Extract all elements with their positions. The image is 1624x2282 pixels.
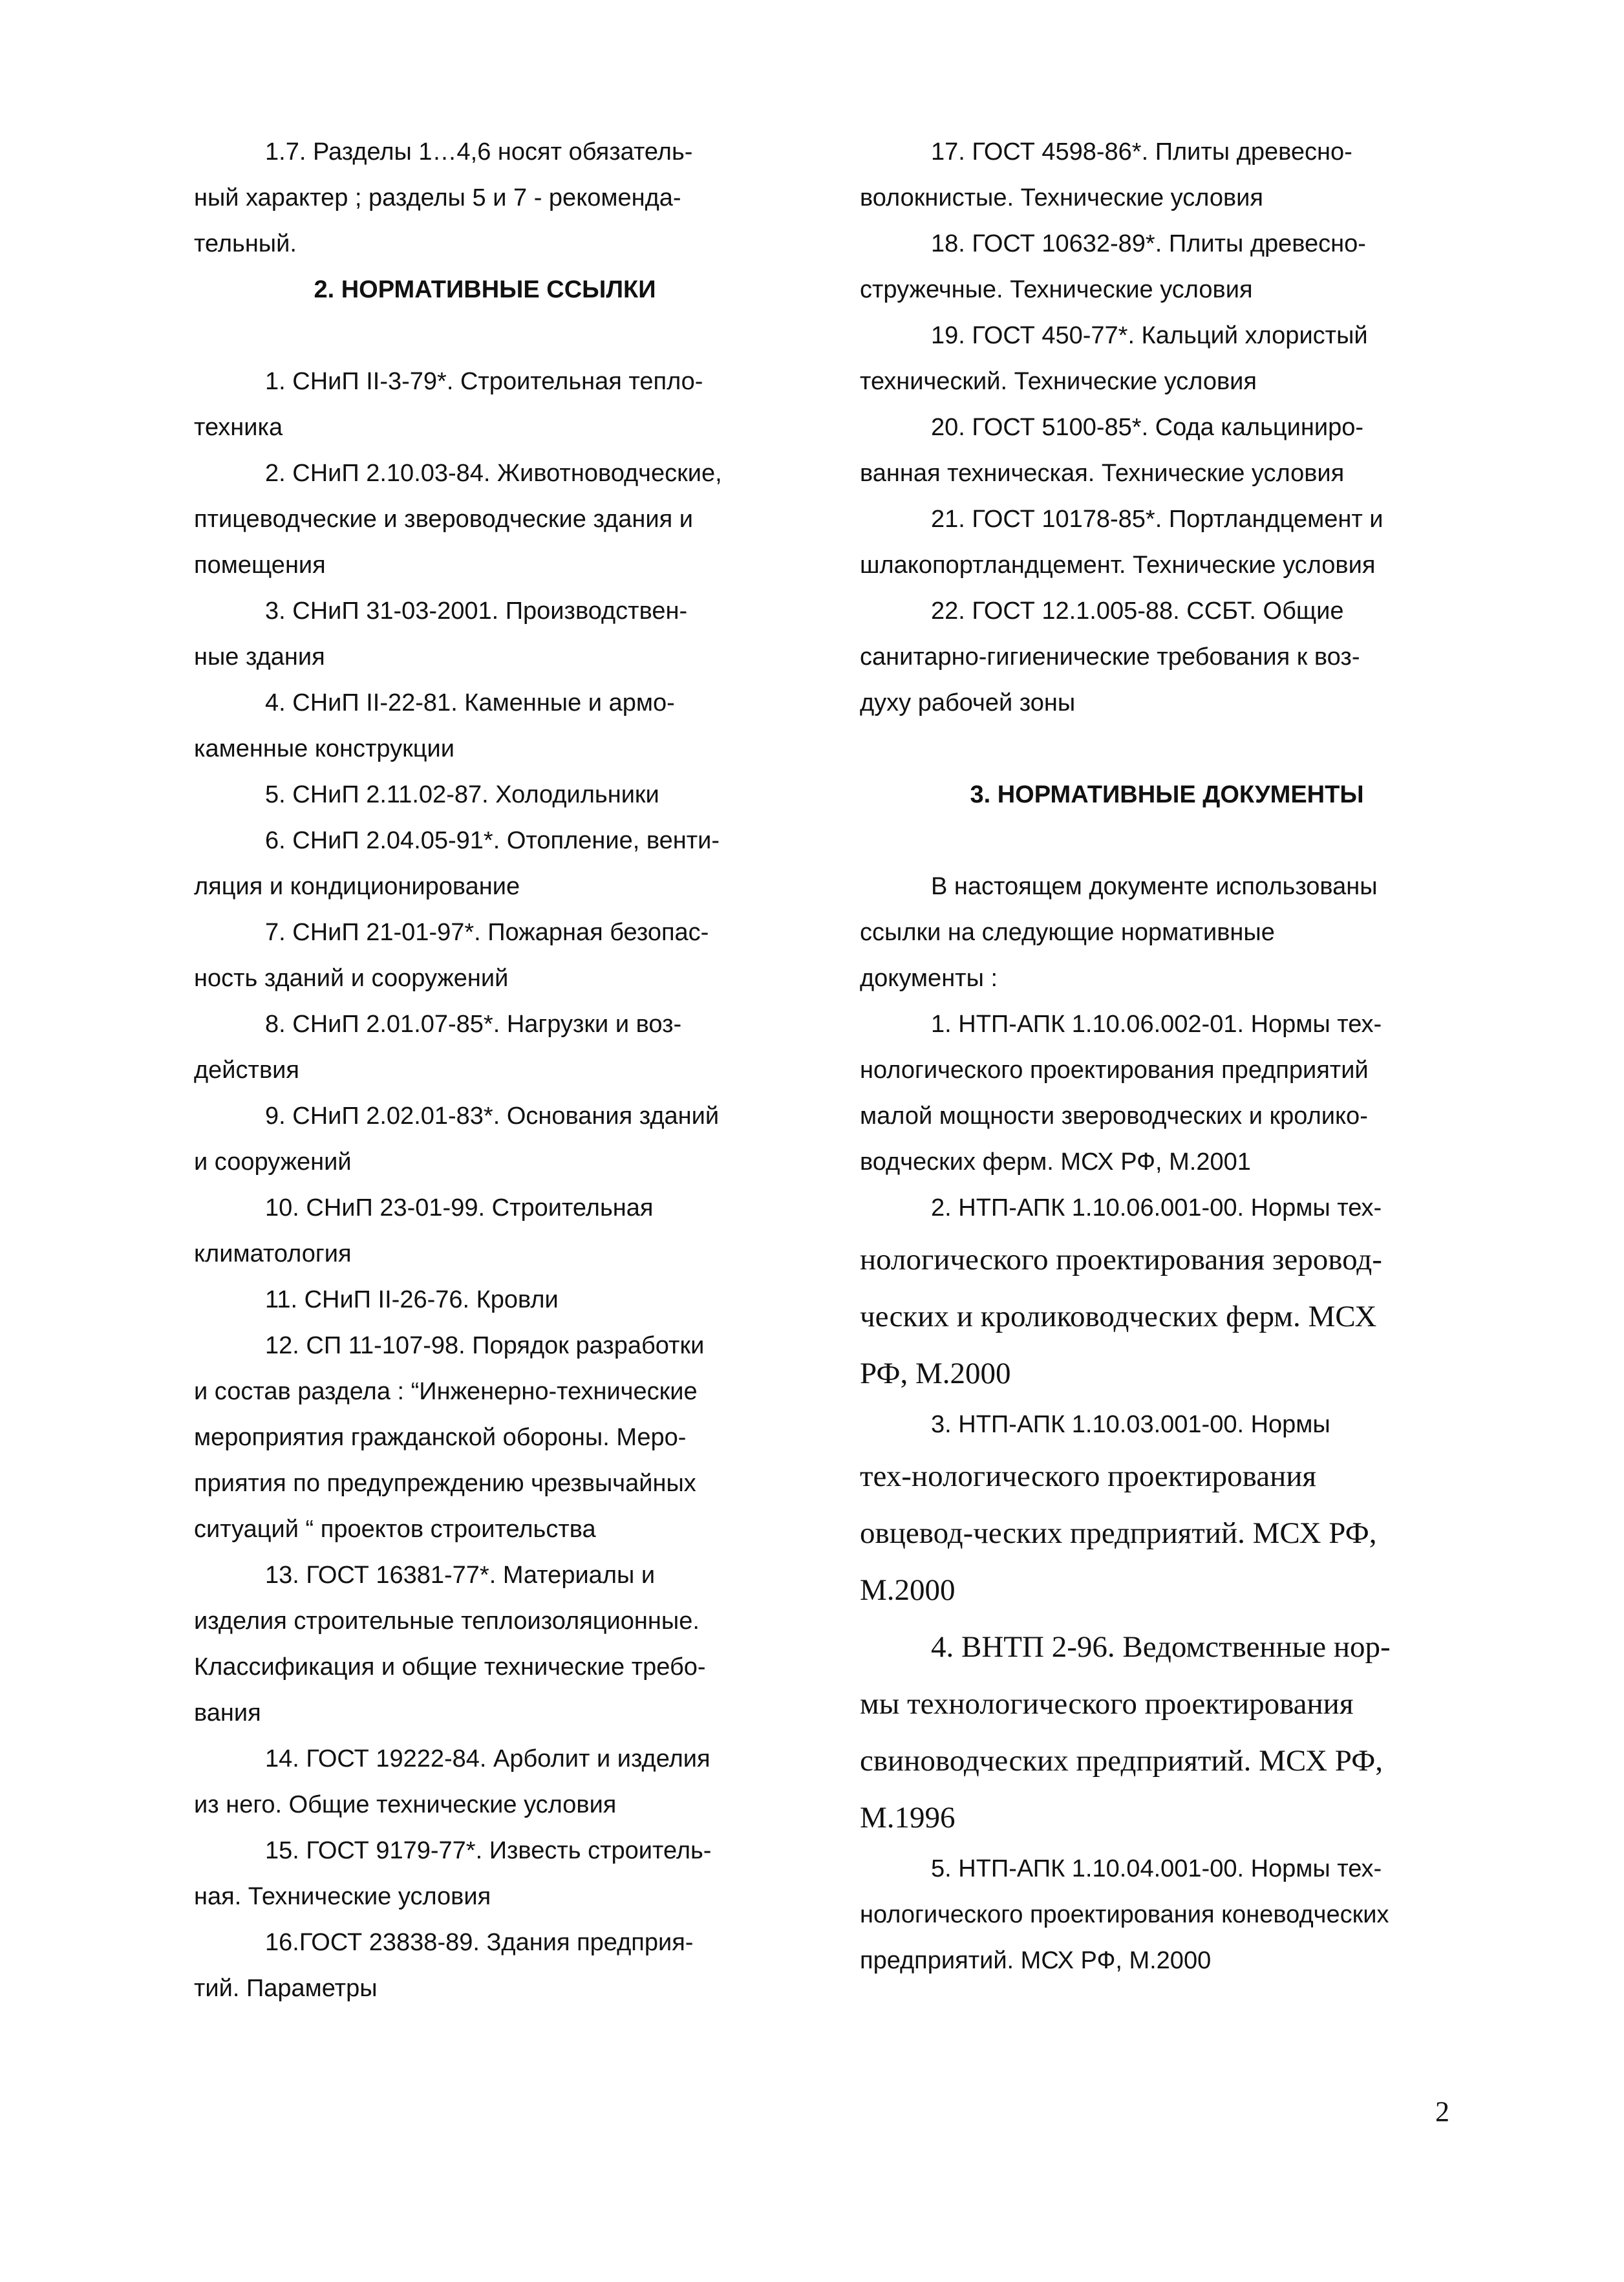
text-line: нологического проектирования коневодческих [860, 1901, 1389, 1928]
text-line: 22. ГОСТ 12.1.005-88. ССБТ. Общие [931, 597, 1344, 625]
text-line: 10. СНиП 23-01-99. Строительная [265, 1194, 654, 1222]
text-line: ситуаций “ проектов строительства [194, 1516, 596, 1543]
text-line: М.2000 [860, 1573, 956, 1607]
document-item [860, 1002, 1474, 1185]
text-line: 5. НТП-АПК 1.10.04.001-00. Нормы тех- [931, 1855, 1382, 1882]
text-line: тий. Параметры [194, 1975, 378, 2002]
text-line: 4. ВНТП 2-96. Ведомственные нор- [931, 1630, 1391, 1664]
documents-intro [860, 864, 1474, 1002]
text-line: ная. Технические условия [194, 1883, 491, 1910]
text-line: каменные конструкции [194, 735, 454, 762]
text-line: нологического проектирования предприятий [860, 1057, 1369, 1084]
document-item [860, 1402, 1474, 1448]
document-item [860, 1846, 1474, 1984]
left-column [194, 129, 776, 2012]
text-line: свиноводческих предприятий. МСХ РФ, [860, 1744, 1383, 1778]
text-line: 20. ГОСТ 5100-85*. Сода кальциниро- [931, 414, 1363, 441]
reference-item [860, 221, 1474, 313]
reference-item [194, 1277, 776, 1323]
text-line: 3. НТП-АПК 1.10.03.001-00. Нормы [931, 1411, 1330, 1438]
text-line: 1.7. Разделы 1…4,6 носят обязатель- [265, 138, 693, 166]
text-line: духу рабочей зоны [860, 689, 1076, 716]
text-line: 5. СНиП 2.11.02-87. Холодильники [265, 781, 659, 808]
text-line: мероприятия гражданской обороны. Меро- [194, 1424, 687, 1451]
reference-item [194, 588, 776, 680]
reference-item [194, 451, 776, 588]
text-line: птицеводческие и звероводческие здания и [194, 506, 693, 533]
text-line: и сооружений [194, 1148, 352, 1176]
text-line: санитарно-гигиенические требования к воз- [860, 643, 1360, 671]
text-line: тельный. [194, 230, 297, 257]
text-line: 15. ГОСТ 9179-77*. Известь строитель- [265, 1837, 712, 1864]
reference-item [860, 129, 1474, 221]
spacer [860, 726, 1474, 772]
text-line: климатология [194, 1240, 352, 1267]
text-line: предприятий. МСХ РФ, М.2000 [860, 1947, 1212, 1974]
text-line: 8. СНиП 2.01.07-85*. Нагрузки и воз- [265, 1011, 682, 1038]
reference-item [194, 1185, 776, 1277]
text-line: 1. НТП-АПК 1.10.06.002-01. Нормы тех- [931, 1011, 1382, 1038]
text-line: ческих и кролиководческих ферм. МСХ [860, 1300, 1377, 1333]
text-line: техника [194, 414, 283, 441]
text-line: 19. ГОСТ 450-77*. Кальций хлористый [931, 322, 1368, 349]
text-line: ссылки на следующие нормативные [860, 919, 1275, 946]
text-line: шлакопортландцемент. Технические условия [860, 552, 1376, 579]
text-line: технический. Технические условия [860, 368, 1257, 395]
text-line: помещения [194, 552, 326, 579]
text-line: В настоящем документе использованы [931, 873, 1378, 900]
text-line: 3. СНиП 31-03-2001. Производствен- [265, 597, 688, 625]
text-line: 18. ГОСТ 10632-89*. Плиты древесно- [931, 230, 1366, 257]
text-line: ляция и кондиционирование [194, 873, 520, 900]
text-line: стружечные. Технические условия [860, 276, 1253, 303]
text-line: документы : [860, 965, 998, 992]
reference-item [194, 1828, 776, 1920]
reference-item [860, 588, 1474, 726]
reference-item [194, 1093, 776, 1185]
text-line: 7. СНиП 21-01-97*. Пожарная безопас- [265, 919, 709, 946]
document-item [860, 1619, 1474, 1846]
text-line: 13. ГОСТ 16381-77*. Материалы и [265, 1562, 656, 1589]
page-number: 2 [1435, 2096, 1449, 2127]
spacer [860, 818, 1474, 864]
text-line: 21. ГОСТ 10178-85*. Портландцемент и [931, 506, 1384, 533]
text-line: вания [194, 1699, 261, 1727]
text-line: нологического проектирования зеровод- [860, 1243, 1382, 1276]
right-column [860, 129, 1474, 1984]
text-line: 2. СНиП 2.10.03-84. Животноводческие, [265, 460, 722, 487]
text-line: и состав раздела : “Инженерно-технические [194, 1378, 698, 1405]
reference-item [194, 1920, 776, 2012]
text-line: из него. Общие технические условия [194, 1791, 617, 1818]
document-item [860, 1185, 1474, 1231]
text-line: 2. НТП-АПК 1.10.06.001-00. Нормы тех- [931, 1194, 1382, 1222]
reference-item [194, 1002, 776, 1093]
reference-item [860, 313, 1474, 405]
text-line: приятия по предупреждению чрезвычайных [194, 1470, 696, 1497]
text-line: 9. СНиП 2.02.01-83*. Основания зданий [265, 1103, 720, 1130]
reference-item [194, 772, 776, 818]
reference-item [194, 359, 776, 451]
text-line: водческих ферм. МСХ РФ, М.2001 [860, 1148, 1251, 1176]
reference-item [194, 910, 776, 1002]
text-line: волокнистые. Технические условия [860, 184, 1263, 211]
text-line: 11. СНиП II-26-76. Кровли [265, 1286, 559, 1313]
text-line: 17. ГОСТ 4598-86*. Плиты древесно- [931, 138, 1352, 166]
intro-paragraph [194, 129, 776, 267]
section-heading-references: 2. НОРМАТИВНЫЕ ССЫЛКИ [314, 276, 656, 303]
reference-item [194, 680, 776, 772]
text-line: тех-нологического проектирования [860, 1459, 1317, 1493]
reference-item [860, 405, 1474, 497]
text-line: ные здания [194, 643, 325, 671]
text-line: ванная техническая. Технические условия [860, 460, 1345, 487]
reference-item [194, 1736, 776, 1828]
text-line: Классификация и общие технические требо- [194, 1653, 706, 1681]
text-line: РФ, М.2000 [860, 1357, 1011, 1390]
text-line: 4. СНиП II-22-81. Каменные и армо- [265, 689, 675, 716]
text-line: малой мощности звероводческих и кролико- [860, 1103, 1368, 1130]
text-line: 6. СНиП 2.04.05-91*. Отопление, венти- [265, 827, 720, 854]
text-line: овцевод-ческих предприятий. МСХ РФ, [860, 1516, 1377, 1550]
document-item-continuation [860, 1231, 1474, 1402]
text-line: М.1996 [860, 1801, 956, 1835]
text-line: изделия строительные теплоизоляционные. [194, 1608, 700, 1635]
text-line: ный характер ; разделы 5 и 7 - рекоменда- [194, 184, 681, 211]
spacer [194, 313, 776, 359]
text-line: ность зданий и сооружений [194, 965, 509, 992]
reference-item [860, 497, 1474, 588]
text-line: 1. СНиП II-3-79*. Строительная тепло- [265, 368, 703, 395]
text-line: действия [194, 1057, 299, 1084]
text-line: 14. ГОСТ 19222-84. Арболит и изделия [265, 1745, 710, 1772]
reference-item [194, 1323, 776, 1553]
reference-item [194, 818, 776, 910]
text-line: 12. СП 11-107-98. Порядок разработки [265, 1332, 705, 1359]
section-heading-documents: 3. НОРМАТИВНЫЕ ДОКУМЕНТЫ [970, 781, 1364, 808]
reference-item [194, 1553, 776, 1736]
document-item-continuation [860, 1448, 1474, 1619]
text-line: 16.ГОСТ 23838-89. Здания предприя- [265, 1929, 694, 1956]
text-line: мы технологического проектирования [860, 1687, 1354, 1721]
